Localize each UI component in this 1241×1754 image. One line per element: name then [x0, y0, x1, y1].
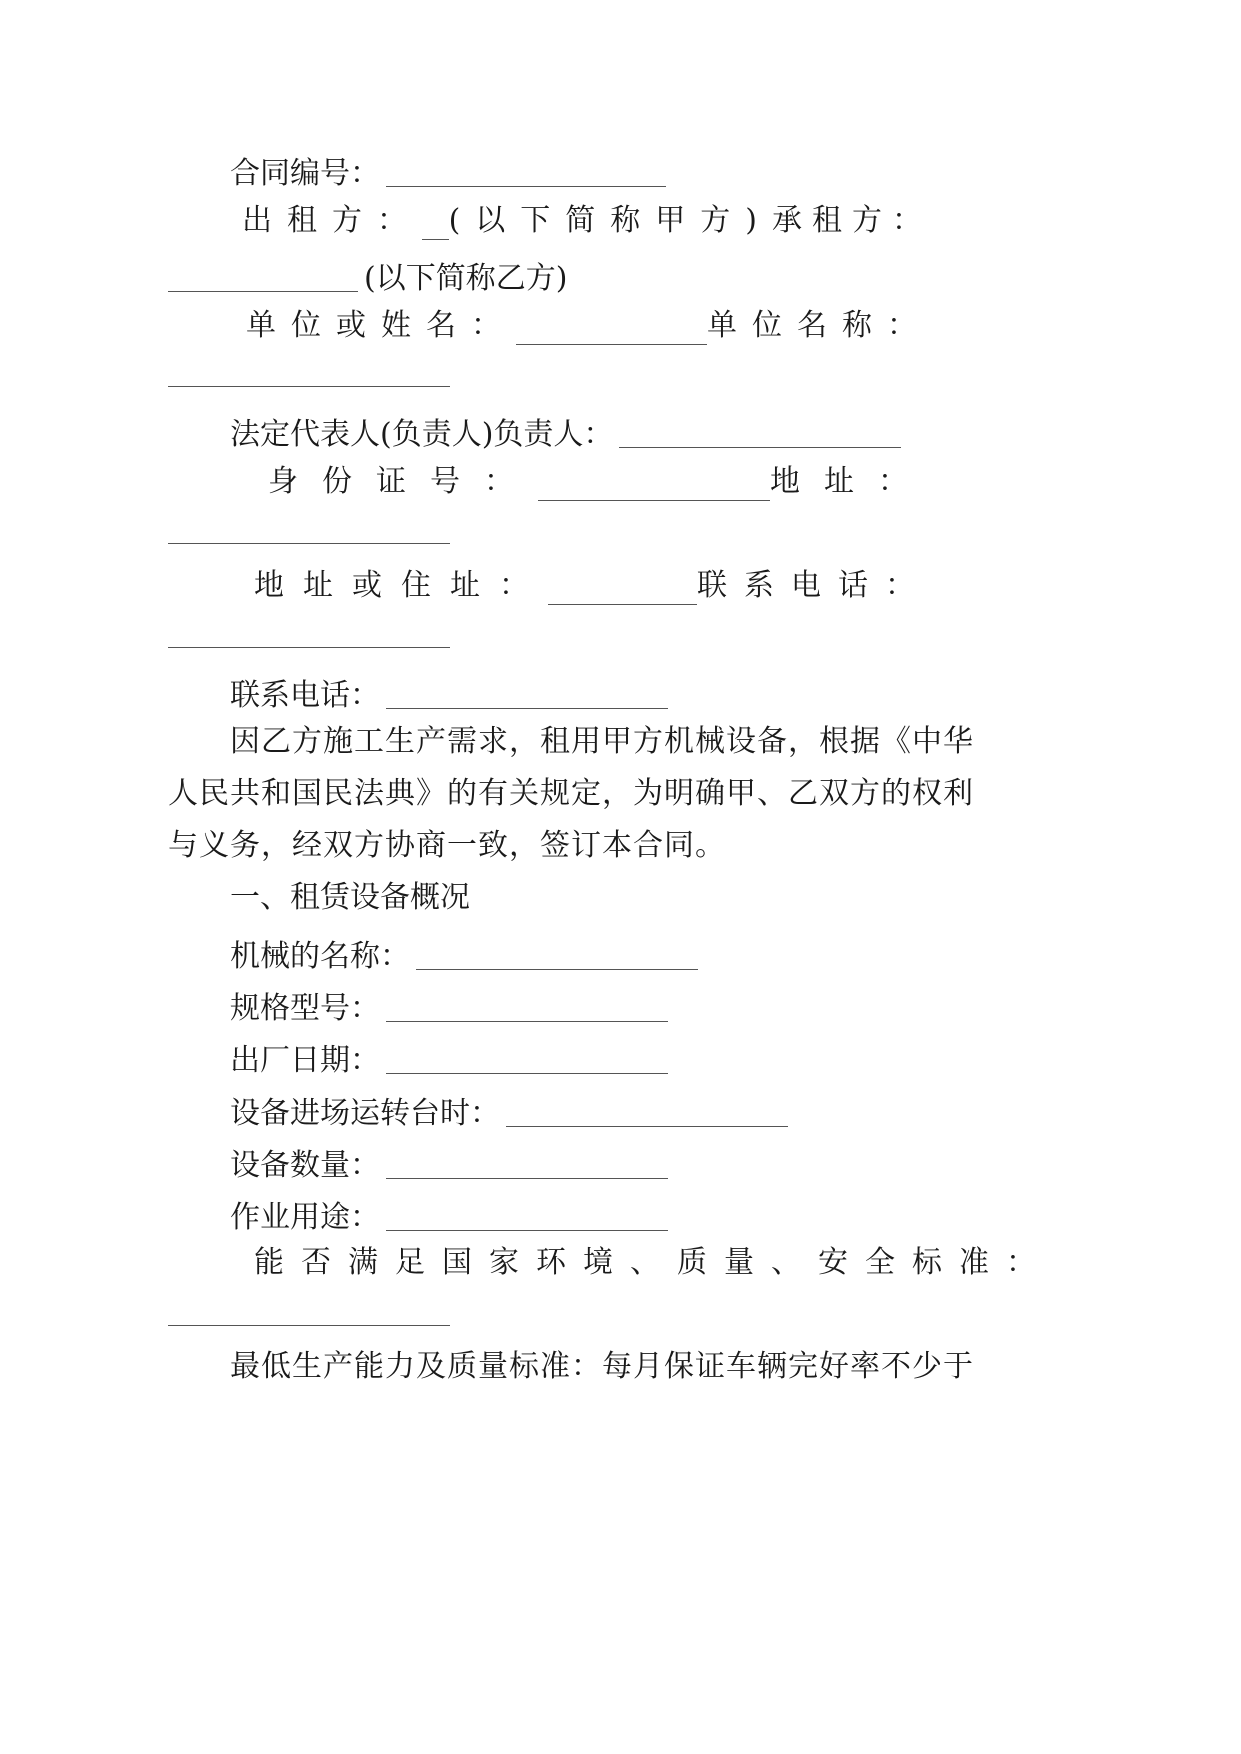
- phone-label-2: 联系电话：: [230, 678, 380, 713]
- legal-rep-label: 法定代表人(负责人)负责人：: [230, 417, 614, 452]
- id-line: [268, 466, 932, 497]
- phone-line-2: [230, 674, 674, 711]
- residence-label: 地址或住址：: [254, 568, 548, 603]
- phone-field-2[interactable]: [386, 678, 668, 709]
- residence-line: [254, 570, 932, 601]
- lessor-field[interactable]: [422, 209, 449, 240]
- lessee-line: [168, 257, 567, 294]
- residence-field[interactable]: [548, 574, 697, 605]
- unit-field[interactable]: [168, 386, 450, 387]
- unit-name-field[interactable]: [516, 314, 707, 345]
- hours-line: [230, 1092, 794, 1129]
- standards-label: 能否满足国家环境、质量、安全标准：: [254, 1245, 1053, 1280]
- address-label: 地址：: [770, 464, 932, 499]
- standards-field[interactable]: [168, 1325, 450, 1326]
- usage-label: 作业用途：: [230, 1200, 380, 1235]
- model-field[interactable]: [386, 991, 668, 1022]
- model-label: 规格型号：: [230, 991, 380, 1026]
- phone-label-1: 联系电话：: [697, 568, 932, 603]
- factory-date-line: [230, 1039, 674, 1076]
- legal-rep-line: [230, 413, 907, 450]
- factory-date-field[interactable]: [386, 1043, 668, 1074]
- legal-rep-field[interactable]: [619, 417, 901, 448]
- quantity-field[interactable]: [386, 1148, 668, 1179]
- quantity-line: [230, 1144, 674, 1181]
- unit-name-label: 单位或姓名：: [246, 308, 516, 343]
- lessor-note: (以下简称甲方): [448, 203, 772, 238]
- factory-date-label: 出厂日期：: [230, 1043, 380, 1078]
- phone-field-1[interactable]: [168, 647, 450, 648]
- lessor-label: 出租方：: [242, 203, 422, 238]
- id-field[interactable]: [538, 470, 770, 501]
- intro-line-2: 人民共和国民法典》的有关规定，为明确甲、乙双方的权利: [168, 776, 974, 811]
- lessee-label: 承租方：: [772, 203, 932, 238]
- machine-name-field[interactable]: [416, 939, 698, 970]
- hours-label: 设备进场运转台时：: [230, 1096, 500, 1131]
- section-1-title: 一、租赁设备概况: [230, 880, 470, 915]
- lessor-line: [242, 205, 932, 236]
- unit-line: [246, 310, 932, 341]
- min-capacity-line: 最低生产能力及质量标准：每月保证车辆完好率不少于: [230, 1349, 974, 1384]
- hours-field[interactable]: [506, 1096, 788, 1127]
- contract-number-label: 合同编号：: [230, 156, 380, 191]
- usage-line: [230, 1196, 674, 1233]
- quantity-label: 设备数量：: [230, 1148, 380, 1183]
- id-label: 身份证号：: [268, 464, 538, 499]
- contract-number-field[interactable]: [386, 156, 666, 187]
- machine-name-line: [230, 935, 704, 972]
- usage-field[interactable]: [386, 1200, 668, 1231]
- intro-line-3: 与义务，经双方协商一致，签订本合同。: [168, 828, 726, 863]
- lessee-field[interactable]: [168, 261, 358, 292]
- intro-line-1: 因乙方施工生产需求，租用甲方机械设备，根据《中华: [230, 724, 974, 759]
- machine-name-label: 机械的名称：: [230, 939, 410, 974]
- unit-label: 单位名称：: [707, 308, 932, 343]
- address-field[interactable]: [168, 543, 450, 544]
- lessee-note: (以下简称乙方): [364, 261, 568, 296]
- contract-number-line: [230, 152, 672, 189]
- model-line: [230, 987, 674, 1024]
